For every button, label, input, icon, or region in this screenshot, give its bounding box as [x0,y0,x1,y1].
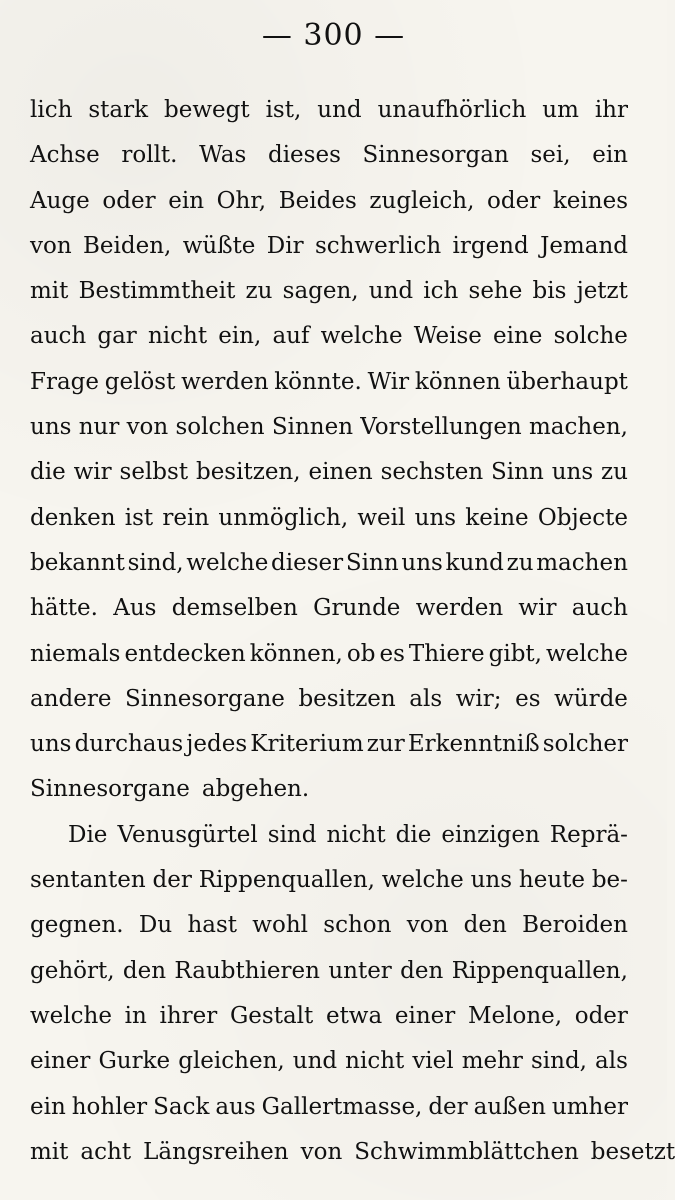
word: Objecte [537,504,628,531]
word: Vorstellungen [360,414,522,441]
word: Venusgürtel [117,821,258,848]
word: ist, [265,97,302,123]
word: auch [30,323,87,350]
word: ein [592,142,628,169]
word: ich [423,278,459,305]
text-line [30,133,628,178]
word: wir [73,459,112,486]
text-line [30,179,628,224]
word: wohl [252,912,308,939]
word: sind, [127,549,184,576]
word: bis [532,278,567,305]
word: Rippenquallen, [451,957,628,984]
word: und [317,97,362,123]
word: von [300,1138,343,1165]
text-line [30,1085,628,1130]
word: bekannt [30,549,125,576]
word: werden [415,595,504,622]
word: unaufhörlich [377,97,527,123]
word: Wir [367,368,410,395]
word: Sinnesorgane [30,776,190,803]
word: von [30,232,72,259]
word: Längsreihen [143,1138,289,1165]
word: auch [571,595,628,622]
word: keines [552,187,628,214]
word: können [414,368,501,395]
word: selbst [119,459,189,486]
word: nur [78,414,120,441]
word: der [152,867,192,894]
word: jedes [186,731,248,758]
word: schon [323,912,392,939]
word: rein [162,504,210,531]
word: gegnen. [30,912,124,939]
word: viel [412,1048,454,1075]
word: es [515,685,541,712]
word: Ohr, [216,187,267,214]
word: Aus [113,595,157,622]
word: Sinnesorgane [125,685,285,712]
text-line [30,269,628,314]
text-line [30,224,628,269]
word: sagen, [282,278,359,305]
word: ihr [594,97,628,123]
word: demselben [171,595,298,622]
word: ein [168,187,205,214]
word: Erkenntniß [407,731,540,758]
word: mehr [461,1048,523,1075]
word: zu [601,459,628,486]
word: Melone, [467,1002,563,1029]
word: uns [401,549,443,576]
word: einer [30,1048,91,1075]
word: Raubthieren [174,957,320,984]
text-line [30,813,628,858]
word: hätte. [30,595,98,622]
word: würde [554,685,628,712]
word: Gallertmasse, [261,1093,423,1120]
word: und [368,278,414,305]
text-line [30,994,628,1039]
word: welche [381,867,464,894]
word: machen, [529,414,628,441]
word: von [126,414,169,441]
word: Beroiden [522,912,628,939]
word: den [463,912,507,939]
word: in [124,1002,147,1029]
word: Sinn [345,549,399,576]
word: andere [30,685,112,712]
word: ein, [218,323,262,350]
word: Gurke [98,1048,171,1075]
word: Grunde [313,595,401,622]
word: zu [506,549,534,576]
word: sehe [468,278,523,305]
word: weil [357,504,406,531]
word: rollt. [121,142,178,169]
word: Achse [30,142,100,169]
text-line [30,677,628,722]
word: nicht [147,323,208,350]
word: sind [267,821,317,848]
word: ihrer [159,1002,218,1029]
text-line [30,903,628,948]
word: welche [30,1002,112,1029]
word: die [395,821,432,848]
word: etwa [325,1002,383,1029]
word: irgend [452,232,529,259]
word: wir [518,595,557,622]
word: umher [551,1093,628,1120]
word: gibt, [488,640,542,667]
word: stark [88,97,149,123]
word: könnte. [274,368,362,395]
word: Kriterium [250,731,364,758]
word: lich [30,97,73,123]
word: einzigen [441,821,540,848]
word: gar [97,323,137,350]
word: oder [487,187,541,214]
text-line [30,949,628,994]
word: ob [346,640,376,667]
word: uns [30,731,72,758]
word: Auge [30,187,90,214]
word: jetzt [576,278,628,305]
word: Jemand [540,232,628,259]
word: als [409,685,443,712]
word: die [30,459,66,486]
text-line [30,858,628,903]
word: denken [30,504,116,531]
word: entdecken [124,640,246,667]
text-line [30,767,628,812]
word: als [595,1048,628,1075]
text-line [30,360,628,405]
word: überhaupt [506,368,628,395]
word: solcher [542,731,628,758]
text-line [30,632,628,677]
word: besitzen [298,685,396,712]
word: unter [328,957,392,984]
text-line [30,1039,628,1084]
word: wir; [455,685,502,712]
word: kund [445,549,504,576]
body-text [30,88,675,1175]
word: wüßte [182,232,256,259]
word: Sack [153,1093,210,1120]
page-number: — 300 — [261,18,406,53]
word: dieses [267,142,341,169]
text-line [30,1130,675,1175]
word: eine [493,323,543,350]
word: Sinnesorgan [362,142,509,169]
word: niemals [30,640,121,667]
word: oder [574,1002,628,1029]
word: acht [80,1138,132,1165]
word: Sinn [491,459,544,486]
word: sind, [530,1048,587,1075]
word: welche [320,323,403,350]
word: schwerlich [314,232,442,259]
word: gelöst [104,368,176,395]
word: der [428,1093,468,1120]
word: be- [591,867,628,894]
word: welche [186,549,269,576]
word: aus [215,1093,256,1120]
word: sei, [530,142,571,169]
word: nicht [345,1048,405,1075]
word: uns [414,504,457,531]
word: Bestimmtheit [78,278,236,305]
word: einer [394,1002,456,1029]
word: Thiere [408,640,485,667]
word: solchen [175,414,265,441]
word: gehört, [30,957,115,984]
word: einen [308,459,373,486]
word: welche [545,640,628,667]
word: besetzt [590,1138,675,1165]
word: den [122,957,167,984]
text-line [30,405,628,450]
word: den [400,957,444,984]
word: Gestalt [229,1002,314,1029]
word: unmöglich, [218,504,349,531]
word: es [379,640,405,667]
text-line [30,450,628,495]
word: machen [536,549,628,576]
text-line [30,586,628,631]
word: bewegt [164,97,250,123]
word: Beides [278,187,357,214]
word: Du [138,912,173,939]
word: Sinnen [271,414,354,441]
text-line [30,314,628,359]
word: auf [272,323,310,350]
word: zur [366,731,405,758]
word: und [292,1048,338,1075]
word: zu [245,278,273,305]
word: zugleich, [369,187,475,214]
word: hohler [71,1093,148,1120]
word: ein [30,1093,66,1120]
word: Dir [266,232,304,259]
word: Schwimmblättchen [354,1138,579,1165]
word: abgehen. [201,776,310,803]
text-line [30,541,628,586]
word: Rippenquallen, [198,867,375,894]
word: außen [473,1093,546,1120]
word: mit [30,1138,69,1165]
word: von [406,912,449,939]
word: oder [102,187,156,214]
word: keine [465,504,529,531]
word: Reprä- [549,821,628,848]
text-line [30,722,628,767]
text-line [30,496,628,541]
word: uns [470,867,513,894]
word: können, [249,640,343,667]
word: solche [553,323,628,350]
word: werden [181,368,269,395]
word: nicht [326,821,386,848]
word: durchaus [74,731,184,758]
word: besitzen, [195,459,301,486]
word: heute [518,867,585,894]
word: ist [124,504,154,531]
word: hast [187,912,238,939]
word: Die [68,821,108,848]
word: mit [30,278,69,305]
word: sechsten [380,459,484,486]
word: Beiden, [83,232,172,259]
word: um [542,97,579,123]
word: Weise [413,323,482,350]
text-line [30,88,628,133]
word: dieser [271,549,344,576]
word: sentanten [30,867,146,894]
word: Frage [30,368,99,395]
word: gleichen, [178,1048,285,1075]
word: Was [199,142,247,169]
word: uns [551,459,594,486]
word: uns [30,414,72,441]
